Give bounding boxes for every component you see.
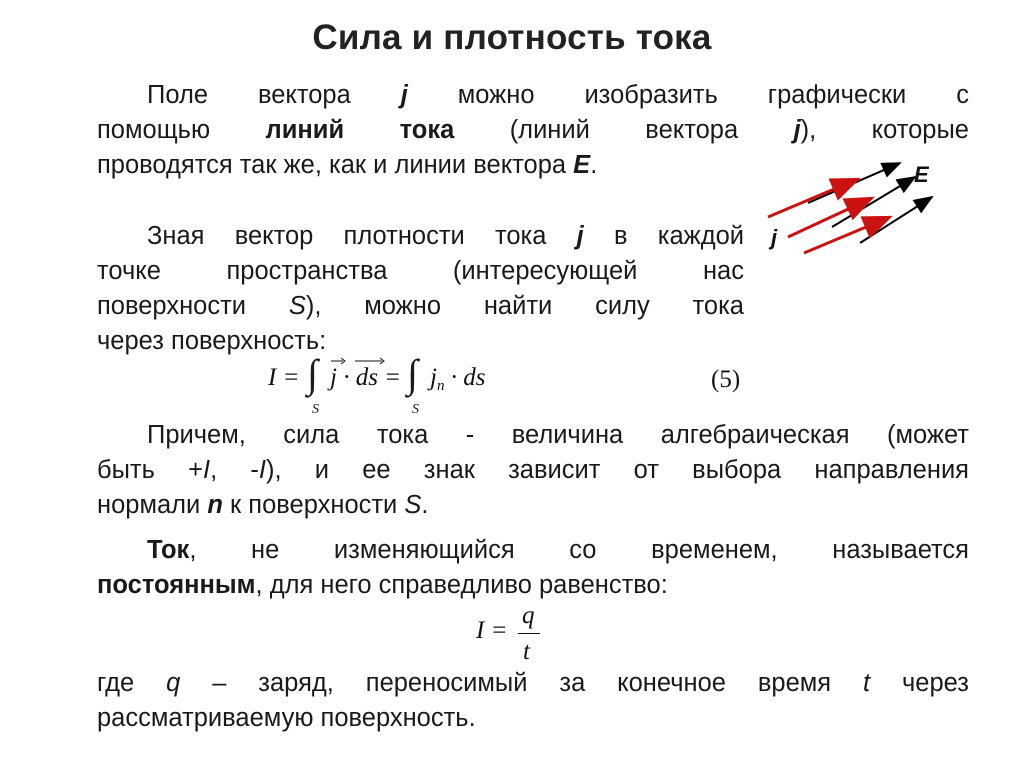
- vector-j: j: [793, 116, 801, 144]
- paragraph-find-current: [97, 219, 744, 359]
- p2-line-4: через поверхность:: [97, 327, 327, 355]
- integral-sub-1: S: [312, 402, 319, 417]
- term-current: Ток: [147, 536, 190, 564]
- text: поверхности: [97, 292, 289, 320]
- text: .: [590, 151, 598, 179]
- symbol-t: t: [863, 669, 871, 697]
- text: , -: [210, 456, 259, 484]
- paragraph-algebraic: [97, 418, 969, 523]
- text: ), и ее знак зависит от выбора направления: [265, 456, 969, 484]
- text: · ds: [444, 364, 486, 391]
- text: ), можно найти силу тока: [305, 292, 744, 320]
- fraction-denominator: t: [523, 638, 530, 665]
- text: j: [430, 364, 437, 391]
- p1-line-2: [97, 113, 969, 148]
- equation-number: (5): [711, 366, 741, 393]
- text: , для него справедливо равенство:: [255, 571, 668, 599]
- text: быть +: [97, 456, 203, 484]
- term-constant: постоянным: [97, 571, 256, 599]
- p3-line-2: [97, 453, 969, 488]
- p1-line-1: [97, 78, 969, 113]
- formula-term-1: j · ds =: [330, 364, 402, 391]
- surface-S: S: [288, 292, 306, 320]
- integral-sign-2: ∫: [407, 351, 418, 396]
- vector-arrows: [330, 356, 386, 366]
- integral-sub-2: S: [412, 402, 419, 417]
- symbol-q: q: [166, 669, 181, 697]
- p2-line-3: [97, 289, 744, 324]
- text: через: [870, 669, 969, 697]
- text: где: [97, 669, 167, 697]
- p3-line-3: [97, 488, 969, 523]
- p3-line-1: Причем, сила тока - величина алгебраическая (может: [147, 421, 969, 449]
- text: нормали: [97, 491, 208, 519]
- integral-sign-1: ∫: [307, 351, 318, 396]
- label-E: E: [914, 162, 929, 187]
- formula-term-2: [430, 364, 485, 395]
- vector-j: j: [576, 222, 584, 250]
- fraction-numerator: q: [522, 602, 535, 629]
- symbol-I: I: [203, 456, 211, 484]
- text: (линий вектора: [454, 116, 794, 144]
- j-lines: [768, 179, 890, 253]
- p5-line-1: [97, 666, 969, 701]
- text: – заряд, переносимый за конечное время: [180, 669, 864, 697]
- text: проводятся так же, как и линии вектора: [97, 151, 574, 179]
- E-line-1: [808, 163, 900, 203]
- label-j: j: [771, 225, 778, 250]
- text: Зная вектор плотности тока: [147, 222, 577, 250]
- text: ), которые: [800, 116, 969, 144]
- text: помощью: [97, 116, 266, 144]
- paragraph-direct-current: [97, 533, 969, 603]
- text: можно изобразить графически с: [407, 81, 969, 109]
- formula-lhs: I =: [476, 617, 508, 644]
- text: Поле вектора: [147, 81, 401, 109]
- vector-n: n: [207, 491, 223, 519]
- subscript-n: n: [436, 378, 445, 394]
- text: .: [421, 491, 429, 519]
- fraction-bar: [518, 633, 540, 634]
- p2-line-2: точке пространства (интересующей нас: [97, 257, 744, 285]
- p2-line-1: [97, 219, 744, 254]
- text: к поверхности: [222, 491, 405, 519]
- p4-line-2: [97, 568, 969, 603]
- vector-j: j: [400, 81, 408, 109]
- text: в каждой: [583, 222, 745, 250]
- formula-lhs: I =: [268, 364, 300, 391]
- symbol-I: I: [258, 456, 266, 484]
- surface-S: S: [404, 491, 422, 519]
- paragraph-charge-definition: [97, 666, 969, 736]
- vector-E: E: [573, 151, 591, 179]
- term-current-lines: линий тока: [265, 116, 455, 144]
- p5-line-2: рассматриваемую поверхность.: [97, 704, 476, 732]
- slide-title: Сила и плотность тока: [312, 18, 712, 57]
- p4-line-1: [97, 533, 969, 568]
- field-lines-diagram: [760, 155, 960, 265]
- text: , не изменяющийся со временем, называется: [189, 536, 969, 564]
